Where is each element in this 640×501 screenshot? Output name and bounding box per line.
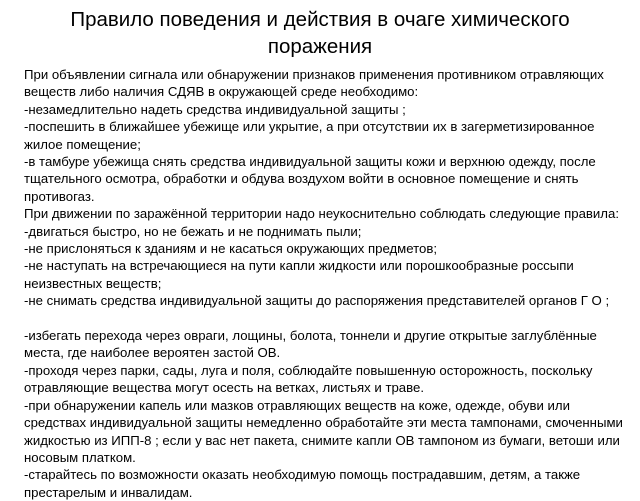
slide-title	[40, 6, 600, 60]
intro-paragraph: При объявлении сигнала или обнаружении признаков применения противником отравляющих веществ либо наличия СДЯВ в окружающей среде необходимо:	[24, 67, 604, 100]
blank-line	[24, 310, 628, 327]
rule-avoid-ravines: -избегать перехода через овраги, лощины, болота, тоннели и другие открытые заглублённые места, где наиболее вероятен застой ОВ.	[24, 328, 597, 361]
slide-title-line-2: поражения	[267, 35, 373, 58]
rule-shelter-vestibule: -в тамбуре убежища снять средства индивидуальной защиты кожи и верхнюю одежду, после тщательного осмотра, обработки и обдува воздухом войти в основное помещение и снять противогаз.	[24, 154, 596, 204]
rule-go-to-shelter: -поспешить в ближайшее убежище или укрытие, а при отсутствии их в загерметизированное жилое помещение;	[24, 119, 595, 152]
slide-title-line-1: Правило поведения и действия в очаге химического	[70, 8, 570, 31]
slide-body-text	[24, 66, 628, 501]
rule-keep-protection: -не снимать средства индивидуальной защиты до распоряжения представителей органов Г О ;	[24, 293, 610, 309]
rule-do-not-lean: -не прислоняться к зданиям и не касаться окружающих предметов;	[24, 241, 438, 257]
rule-help-victims: -старайтесь по возможности оказать необходимую помощь пострадавшим, детям, а также престарелым и инвалидам.	[24, 467, 581, 500]
rule-move-quickly: -двигаться быстро, но не бежать и не поднимать пыли;	[24, 223, 362, 239]
rule-put-on-protection: -незамедлительно надеть средства индивидуальной защиты ;	[24, 101, 406, 117]
rule-treat-droplets: -при обнаружении капель или мазков отравляющих веществ на коже, одежде, обуви или средствах индивидуальной защиты немедленно обработайте эти места тампонами, смоченными жидкостью из ИПП-8 ; если у вас нет пакета, снимите капли ОВ тампоном из бумаги, ветоши или носовым платком.	[24, 397, 623, 465]
rule-parks-caution: -проходя через парки, сады, луга и поля, соблюдайте повышенную осторожность, поскольку отравляющие вещества могут осесть на ветках, листьях и траве.	[24, 362, 593, 396]
movement-intro-paragraph: При движении по заражённой территории надо неукоснительно соблюдать следующие правила:	[24, 206, 619, 222]
rule-do-not-step: -не наступать на встречающиеся на пути капли жидкости или порошкообразные россыпи неизвестных веществ;	[24, 258, 574, 291]
